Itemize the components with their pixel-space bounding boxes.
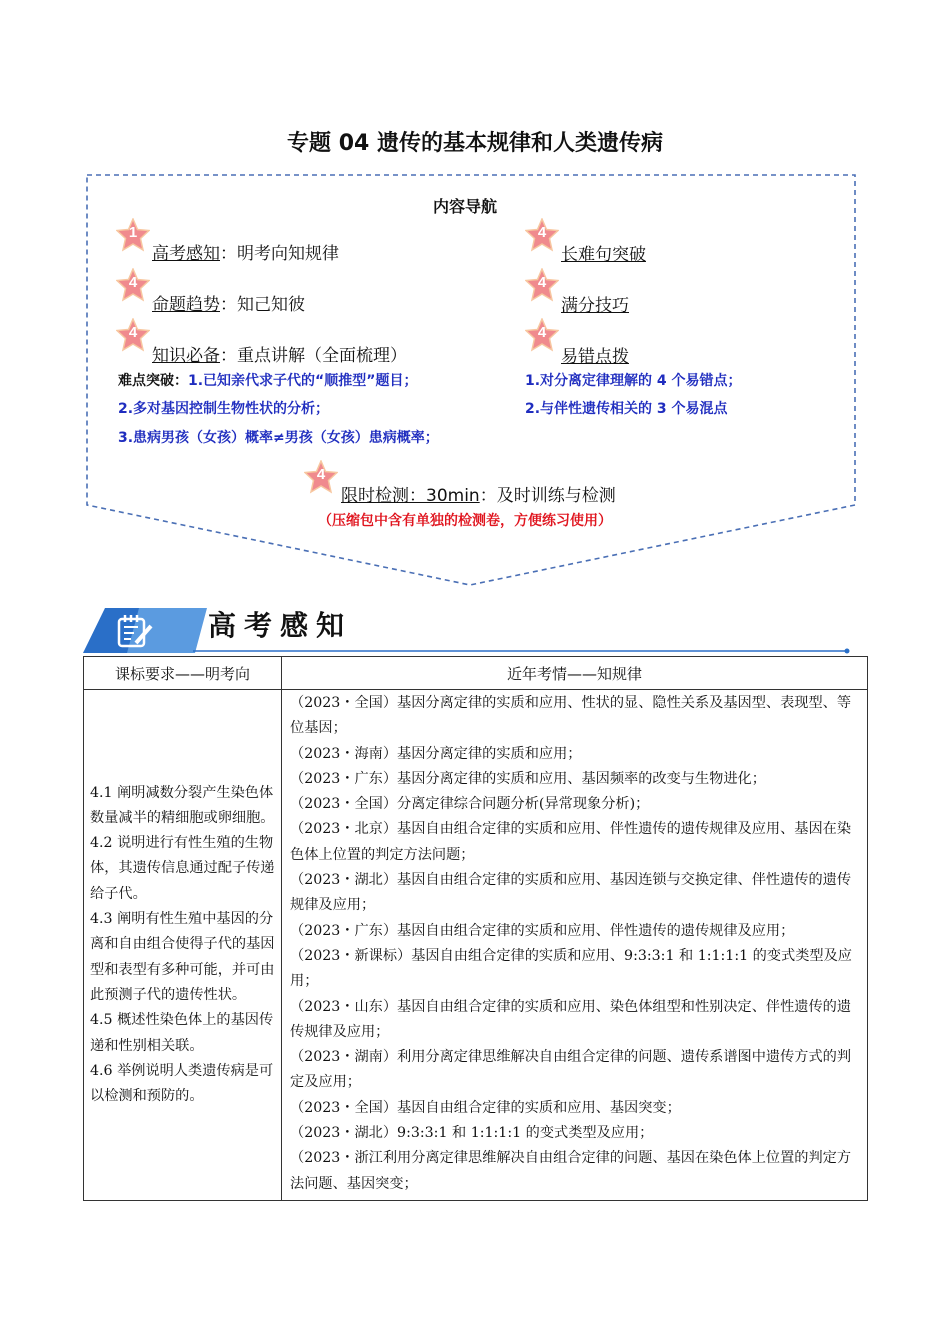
- trend-item: （2023・广东）基因分离定律的实质和应用、基因频率的改变与生物进化；: [290, 770, 766, 787]
- section-banner: [83, 606, 853, 658]
- exam-trend-table: [83, 656, 868, 1201]
- star-number: 4: [128, 324, 138, 341]
- star-badge-icon: [116, 318, 150, 352]
- trend-item: （2023・广东）基因自由组合定律的实质和应用、伴性遗传的遗传规律及应用；: [290, 922, 795, 939]
- nav-item-desc: ：知己知彼: [220, 295, 305, 315]
- content-nav-heading: 内容导航: [432, 197, 497, 216]
- section-title: 高考感知: [208, 609, 353, 642]
- requirement-item: 4.2 说明进行有性生殖的生物体，其遗传信息通过配子传递给子代。: [90, 835, 275, 902]
- requirement-item: 4.3 阐明有性生殖中基因的分离和自由组合使得子代的基因型和表型有多种可能，并可由此预测子代的遗传性状。: [90, 911, 275, 1003]
- requirement-item: 4.1 阐明减数分裂产生染色体数量减半的精细胞或卵细胞。: [90, 784, 275, 826]
- difficulty-line-3: 3.患病男孩（女孩）概率≠男孩（女孩）患病概率；: [118, 430, 439, 446]
- nav-item-desc: ：重点讲解（全面梳理）: [220, 346, 407, 366]
- document-title: 专题 04 遗传的基本规律和人类遗传病: [287, 131, 663, 156]
- nav-item-errors[interactable]: [561, 342, 629, 367]
- trend-item: （2023・全国）基因分离定律的实质和应用、性状的显、隐性关系及基因型、表现型、等位基因；: [290, 695, 852, 737]
- nav-item-gaokao[interactable]: [152, 239, 339, 264]
- star-badge-icon: [525, 218, 559, 252]
- nav-item-label: 命题趋势: [152, 295, 220, 315]
- nav-item-timed-test[interactable]: [341, 481, 616, 506]
- star-number: 4: [537, 324, 547, 341]
- requirement-item: 4.6 举例说明人类遗传病是可以检测和预防的。: [90, 1062, 274, 1105]
- table-header-requirement: 课标要求——明考向: [84, 657, 282, 690]
- star-badge-icon: [525, 318, 559, 352]
- table-header-trend: 近年考情——知规律: [282, 657, 868, 690]
- star-number: 4: [537, 274, 547, 291]
- difficulty-label: 难点突破：: [118, 373, 188, 389]
- error-line-1: 1.对分离定律理解的 4 个易错点；: [525, 373, 742, 389]
- star-number: 4: [537, 224, 547, 241]
- requirement-item: 4.5 概述性染色体上的基因传递和性别相关联。: [90, 1012, 274, 1054]
- nav-item-label: 高考感知: [152, 244, 220, 264]
- nav-item-label: 长难句突破: [561, 245, 646, 265]
- star-number: 4: [128, 274, 138, 291]
- trend-item: （2023・北京）基因自由组合定律的实质和应用、伴性遗传的遗传规律及应用、基因在染色体上位置的判定方法问题；: [290, 821, 852, 863]
- trend-item: （2023・湖南）利用分离定律思维解决自由组合定律的问题、遗传系谱图中遗传方式的判定及应用；: [290, 1049, 852, 1091]
- error-line-2: 2.与伴性遗传相关的 3 个易混点: [525, 401, 728, 417]
- trend-item: （2023・湖北）9:3:3:1 和 1:1:1:1 的变式类型及应用；: [290, 1125, 654, 1142]
- nav-item-knowledge[interactable]: [152, 341, 407, 366]
- trend-item: （2023・浙江利用分离定律思维解决自由组合定律的问题、基因在染色体上位置的判定方法问题、基因突变；: [290, 1150, 852, 1192]
- package-note: （压缩包中含有单独的检测卷，方便练习使用）: [318, 513, 612, 529]
- trend-item: （2023・湖北）基因自由组合定律的实质和应用、基因连锁与交换定律、伴性遗传的遗传规律及应用；: [290, 872, 852, 914]
- star-badge-icon: [304, 460, 338, 494]
- trend-item: （2023・新课标）基因自由组合定律的实质和应用、9:3:3:1 和 1:1:1:1 的变式类型及应用；: [290, 947, 852, 990]
- difficulty-line-2: 2.多对基因控制生物性状的分析；: [118, 401, 330, 417]
- nav-item-desc: ：及时训练与检测: [479, 486, 616, 506]
- difficulty-text: 1.已知亲代求子代的“顺推型”题目；: [188, 373, 418, 389]
- nav-item-desc: ：明考向知规律: [220, 244, 339, 264]
- trend-item: （2023・山东）基因自由组合定律的实质和应用、染色体组型和性别决定、伴性遗传的遗传规律及应用；: [290, 998, 852, 1040]
- trend-item: （2023・全国）基因自由组合定律的实质和应用、基因突变；: [290, 1099, 681, 1116]
- star-badge-icon: [525, 268, 559, 302]
- difficulty-line-1: [118, 370, 417, 390]
- star-number: 4: [316, 466, 326, 483]
- star-badge-icon: [116, 218, 150, 252]
- trend-item: （2023・海南）基因分离定律的实质和应用；: [290, 745, 582, 762]
- star-badge-icon: [116, 268, 150, 302]
- nav-item-long-sentence[interactable]: [561, 240, 646, 265]
- exam-trends-cell: [282, 690, 868, 1201]
- nav-item-label: 限时检测：30min: [341, 486, 480, 506]
- nav-item-label: 满分技巧: [561, 296, 629, 316]
- curriculum-requirements-cell: [84, 690, 282, 1201]
- nav-item-trend[interactable]: [152, 290, 305, 315]
- nav-item-label: 知识必备: [152, 346, 220, 366]
- star-number: 1: [128, 224, 138, 241]
- nav-item-skills[interactable]: [561, 291, 629, 316]
- nav-item-label: 易错点拨: [561, 347, 629, 367]
- trend-item: （2023・全国）分离定律综合问题分析(异常现象分析)；: [290, 796, 650, 813]
